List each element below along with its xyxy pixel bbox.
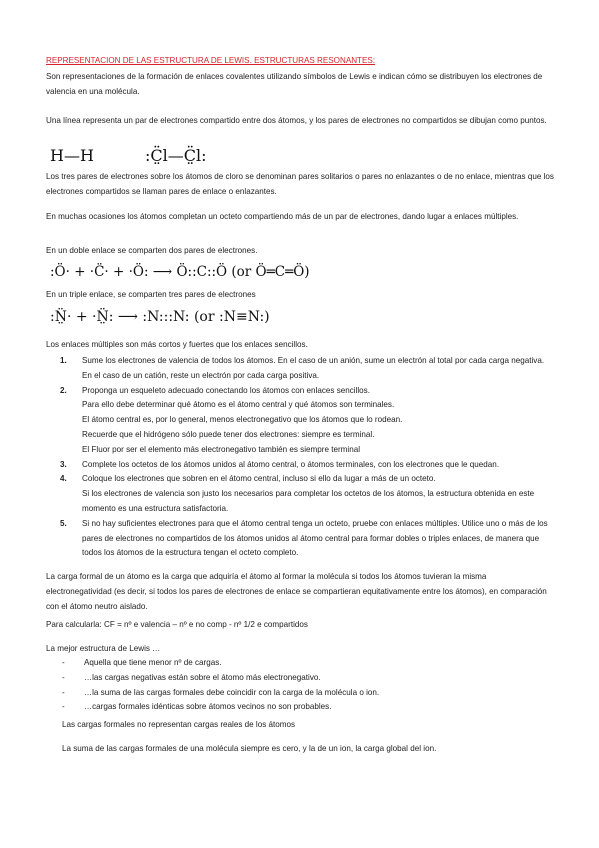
list-item [46,384,554,458]
note-real-charges: Las cargas formales no representan cargas reales de los átomos [62,720,296,729]
step-number: 1. [60,356,67,365]
list-item [46,472,554,516]
lewis-steps-list [46,354,554,561]
bullet-dash: - [62,702,65,712]
step-text: Si los electrones de valencia son justo los necesarios para completar los octetos de los átomos, la estructura obtenida en este momento es una estructura satisfactoria. [82,489,535,513]
double-bond-paragraph: En un doble enlace se comparten dos pares de electrones. [46,246,258,255]
list-item-text: …las cargas negativas están sobre el átomo más electronegativo. [84,672,321,682]
octet-paragraph: En muchas ocasiones los átomos completan un octeto compartiendo más de un par de electrones, dando lugar a enlaces múltiples. [46,212,519,221]
cl2-lewis-formula: :C̤̈l—C̤̈l: [145,146,207,165]
step-text: Complete los octetos de los átomos unidos al átomo central, o átomos terminales, con los electrones que le quedan. [82,459,500,469]
step-text: El Fluor por ser el elemento más electronegativo también es siempre terminal [82,444,361,454]
page-title: REPRESENTACION DE LAS ESTRUCTURA DE LEWIS. ESTRUCTURAS RESONANTES: [46,56,376,65]
best-structure-heading: La mejor estructura de Lewis … [46,644,161,653]
note-charge-sum: La suma de las cargas formales de una molécula siempre es cero, y la de un ion, la carga global del ion. [62,744,437,753]
list-item-text: …cargas formales idénticas sobre átomos vecinos no son probables. [84,702,332,712]
step-text: Recuerde que el hidrógeno sólo puede tener dos electrones: siempre es terminal. [82,429,375,439]
step-text: Coloque los electrones que sobren en el átomo central, incluso si ello da lugar a más de un octeto. [82,474,436,484]
list-item [46,354,554,384]
list-item [46,517,554,561]
list-item-text: …la suma de las cargas formales debe coincidir con la carga de la molécula o ion. [84,687,380,697]
bullet-dash: - [62,687,65,697]
step-text: Si no hay suficientes electrones para que el átomo central tenga un octeto, pruebe con enlaces múltiples. Utilice uno o más de los pares de electrones no compartidos de los átomos unidos al átomo central para formar dobles o triples enlaces, de manera que todos los átomos de la estructura tengan el octeto completo. [82,518,548,558]
step-text: Para ello debe determinar qué átomo es el átomo central y qué átomos son terminales. [82,400,395,410]
formal-charge-paragraph: La carga formal de un átomo es la carga que adquiría el átomo al formar la molécula si todos los átomos tuvieran la misma electronegatividad (es decir, si todos los pares de electrones de enlace se compartieran equitativamente entre los átomos), en comparación con el átomo neutro aislado. [46,572,547,611]
line-representation-paragraph: Una línea representa un par de electrones compartido entre dos átomos, y los pares de electrones no compartidos se dibujan como puntos. [46,116,547,125]
list-item [46,656,554,671]
bullet-dash: - [62,672,65,682]
list-item [46,671,554,686]
best-structure-list [46,656,554,715]
h2-lewis-formula: H—H [50,146,94,165]
step-number: 4. [60,474,67,484]
list-item-text: Aquella que tiene menor nº de cargas. [84,658,222,667]
step-number: 5. [60,518,67,528]
step-number: 3. [60,459,67,469]
triple-bond-paragraph: En un triple enlace, se comparten tres pares de electrones [46,290,256,299]
step-text: Proponga un esqueleto adecuado conectando los átomos con enlaces sencillos. [82,385,370,395]
step-text: El átomo central es, por lo general, menos electronegativo que los átomos que lo rodean. [82,415,403,425]
formal-charge-formula: Para calcularla: CF = nº e valencia – nº e no comp - nº 1/2 e compartidos [46,620,308,629]
co2-lewis-formula: :Ö· + ·C̈· + ·Ö: ⟶ Ö::C::Ö (or Ö═C═Ö) [50,264,310,280]
list-item [46,700,554,715]
step-number: 2. [60,385,67,395]
bullet-dash: - [62,658,65,667]
multiple-bonds-paragraph: Los enlaces múltiples son más cortos y fuertes que los enlaces sencillos. [46,340,308,349]
step-text: Sume los electrones de valencia de todos los átomos. En el caso de un anión, sume un electrón al total por cada carga negativa. En el caso de un catión, reste un electrón por cada carga positiva. [82,356,545,380]
lone-pairs-paragraph: Los tres pares de electrones sobre los átomos de cloro se denominan pares solitarios o pares no enlazantes o de no enlace, mientras que los electrones compartidos se llaman pares de enlace o enlazantes. [46,172,554,196]
n2-lewis-formula: :N̤̈· + ·N̤̈: ⟶ :N:::N: (or :N≡N:) [50,309,270,325]
list-item [46,458,554,473]
list-item [46,686,554,701]
intro-paragraph: Son representaciones de la formación de enlaces covalentes utilizando símbolos de Lewis e indican cómo se distribuyen los electrones de valencia en una molécula. [46,72,543,96]
